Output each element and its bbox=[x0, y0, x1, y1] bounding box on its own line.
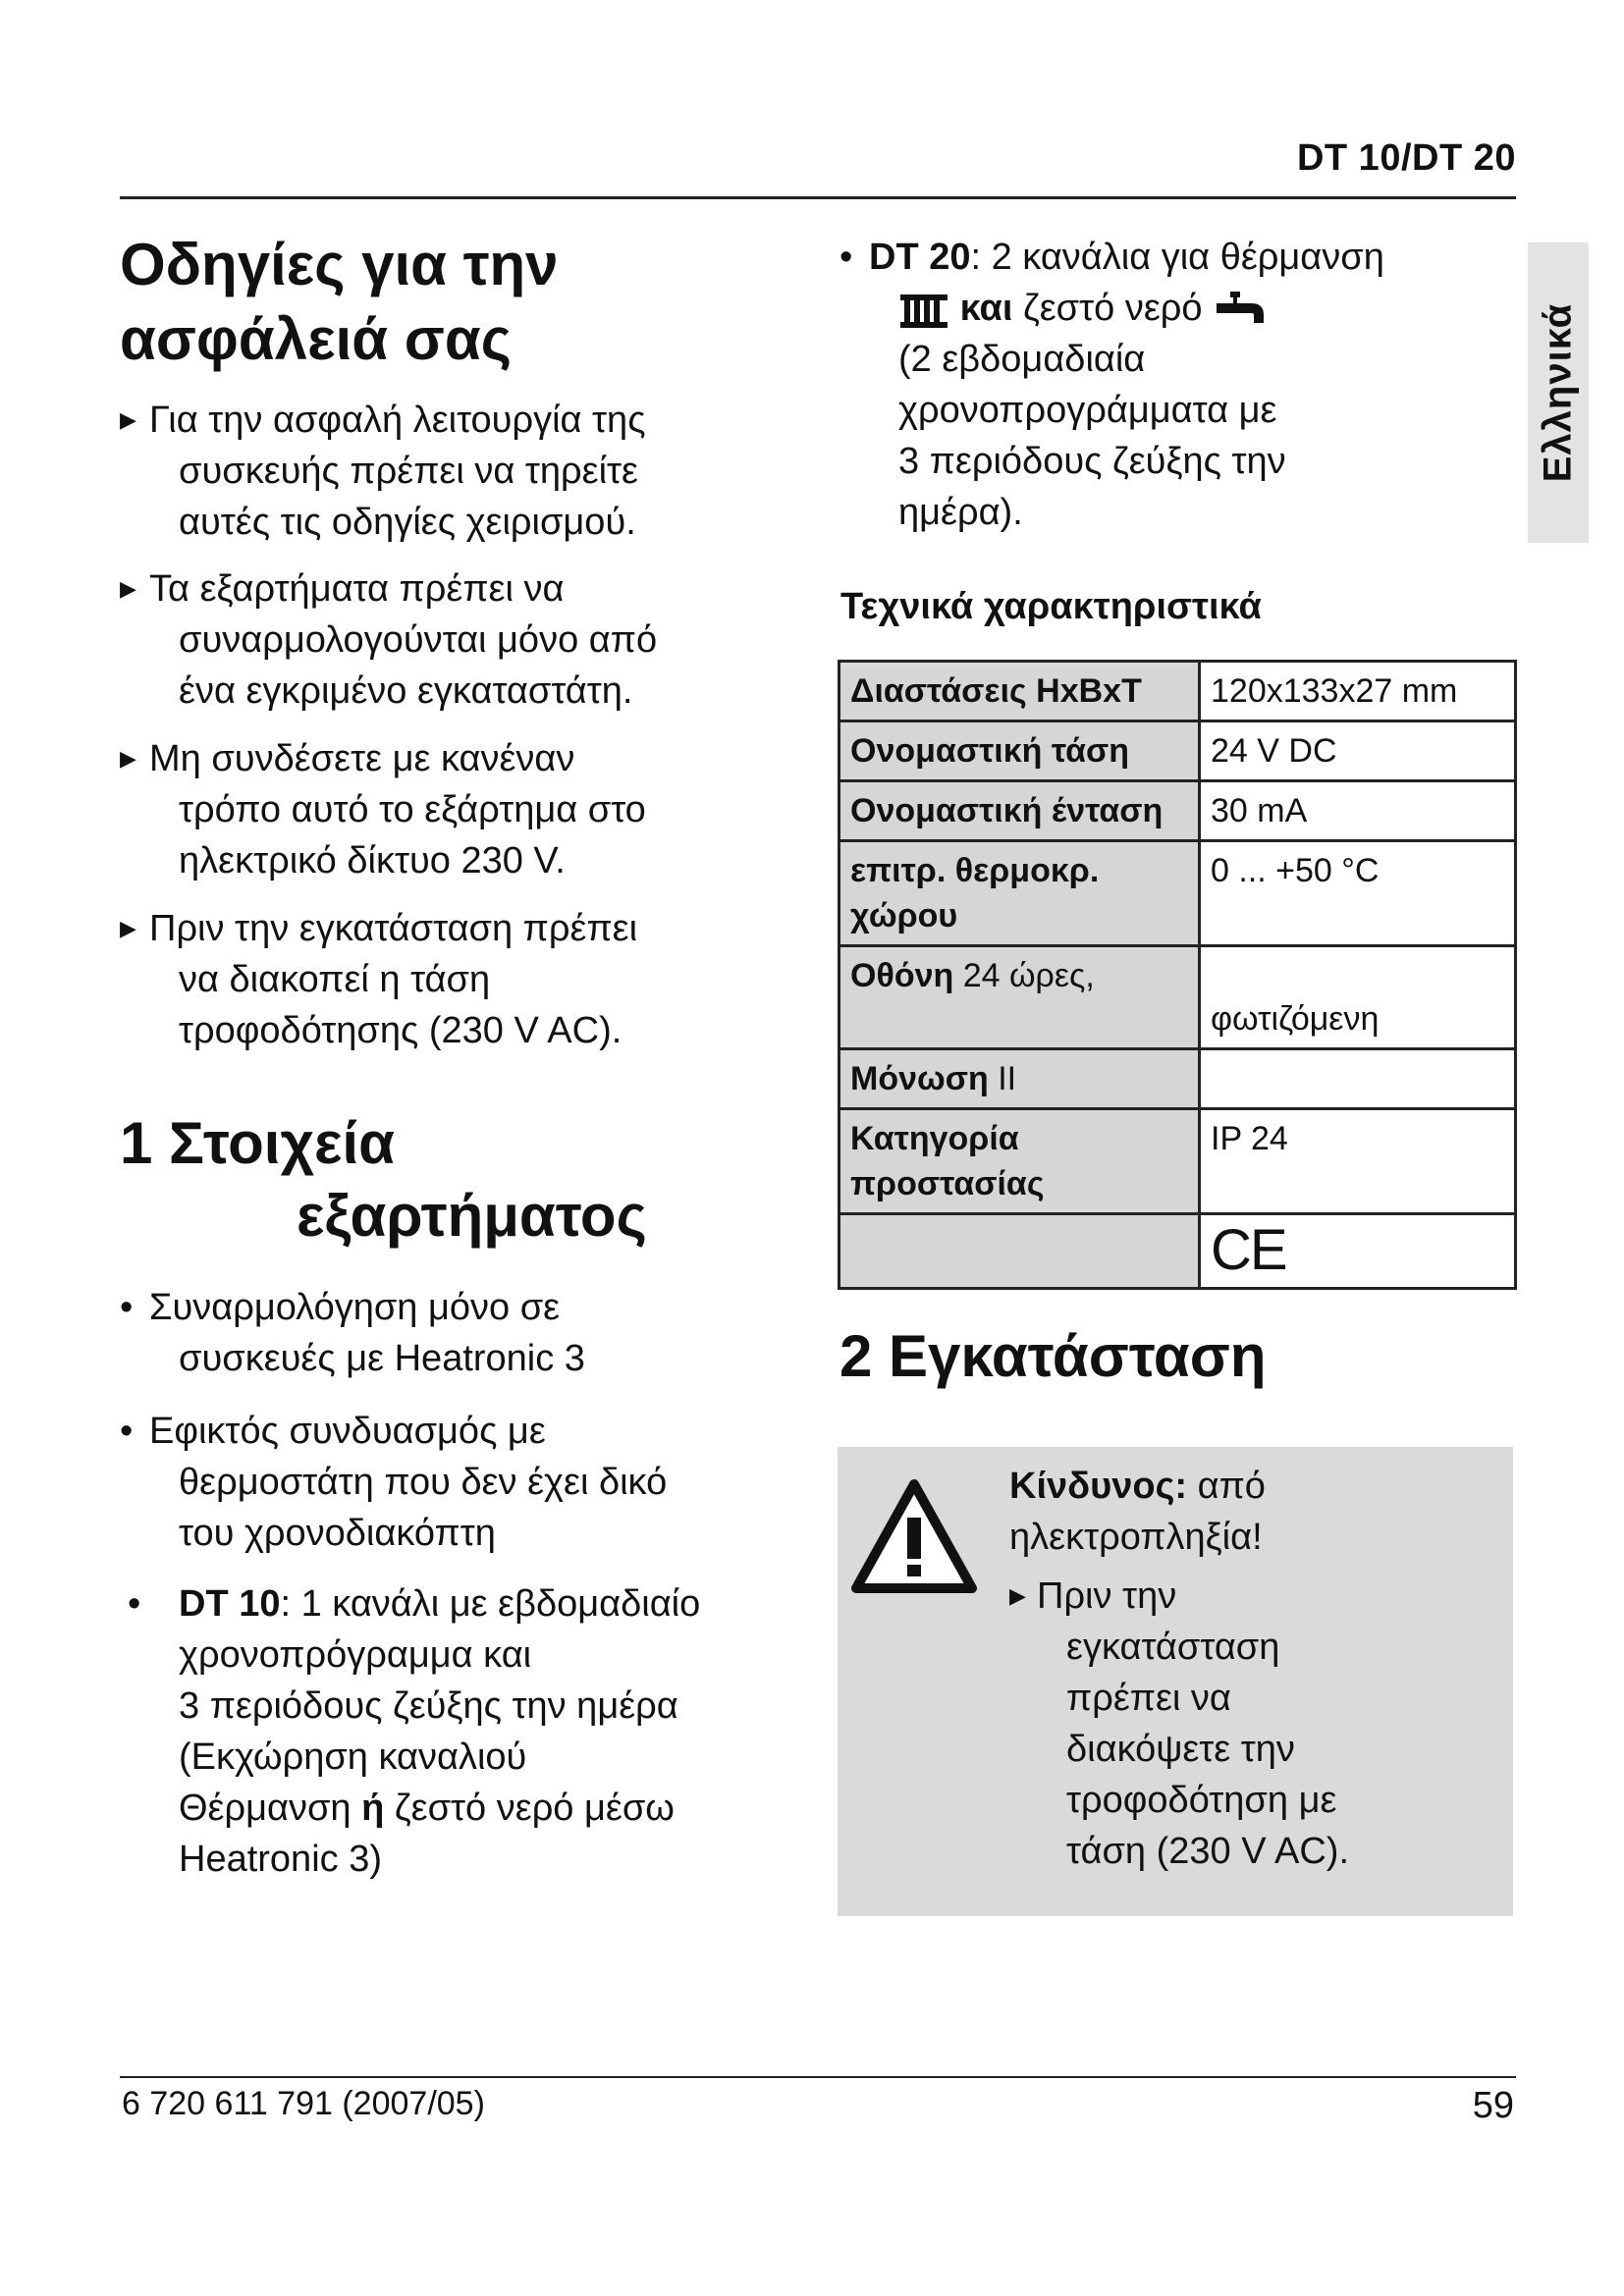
component-bullet: • Συναρμολόγηση μόνο σε συσκευές με Heatronic 3 bbox=[120, 1287, 585, 1379]
language-tab-label: Ελληνικά bbox=[1536, 302, 1580, 483]
table-row bbox=[839, 662, 1516, 721]
warning-triangle-icon bbox=[850, 1478, 978, 1596]
spec-label: Κατηγορία προστασίας bbox=[839, 1109, 1200, 1214]
spec-label: Διαστάσεις HxBxT bbox=[839, 662, 1200, 721]
spec-value: 0 ... +50 °C bbox=[1200, 841, 1516, 946]
table-row bbox=[839, 721, 1516, 781]
triangle-bullet-icon: ▶ bbox=[120, 407, 136, 432]
specs-table bbox=[838, 660, 1517, 1290]
spec-label: Ονομαστική ένταση bbox=[839, 781, 1200, 841]
triangle-bullet-icon: ▶ bbox=[1009, 1583, 1026, 1608]
spec-value: IP 24 bbox=[1200, 1109, 1516, 1214]
document-number: 6 720 611 791 (2007/05) bbox=[122, 2085, 485, 2122]
header-rule bbox=[120, 196, 1516, 199]
safety-item: ▶ Πριν την εγκατάσταση πρέπει να διακοπεί η τάση τροφοδότησης (230 V AC). bbox=[120, 903, 807, 1056]
ce-mark: CE bbox=[1211, 1218, 1286, 1282]
spec-value: 24 V DC bbox=[1200, 721, 1516, 781]
table-row bbox=[839, 946, 1516, 1049]
safety-title: Οδηγίες για την ασφάλειά σας bbox=[120, 232, 559, 372]
spec-label: επιτρ. θερμοκρ. χώρου bbox=[839, 841, 1200, 946]
dt20-label: DT 20 bbox=[869, 237, 971, 278]
spec-value: φωτιζόμενη bbox=[1200, 946, 1516, 1049]
table-row bbox=[839, 1214, 1516, 1289]
safety-item: ▶ Τα εξαρτήματα πρέπει να συναρμολογούνται μόνο από ένα εγκριμένο εγκαταστάτη. bbox=[120, 563, 807, 717]
triangle-bullet-icon: ▶ bbox=[120, 576, 136, 601]
dt20-description: • DT 20: 2 κανάλια για θέρμανση και ζεστό νερό (2 εβδομαδιαία χρονοπρογράμματα με 3 περιόδους ζεύξης την ημέρα). bbox=[839, 237, 1384, 533]
safety-item: ▶ Για την ασφαλή λειτουργία της συσκευής πρέπει να τηρείτε αυτές τις οδηγίες χειρισμού. bbox=[120, 395, 807, 548]
table-row bbox=[839, 1109, 1516, 1214]
language-side-tab bbox=[1528, 242, 1589, 543]
spec-label: Ονομαστική τάση bbox=[839, 721, 1200, 781]
section2-title: 2 Εγκατάσταση bbox=[839, 1323, 1267, 1389]
section1-title: 1 Στοιχεία εξαρτήματος bbox=[120, 1110, 647, 1249]
danger-step: ▶ Πριν την εγκατάσταση πρέπει να διακόψετε την τροφοδότηση με τάση (230 V AC). bbox=[1009, 1571, 1500, 1877]
danger-text: Κίνδυνος: από ηλεκτροπληξία! ▶ Πριν την εγκατάσταση πρέπει να διακόψετε την τροφοδότηση με τάση (230 V AC). bbox=[1009, 1461, 1500, 1877]
spec-label: Οθόνη 24 ώρες, bbox=[839, 946, 1200, 1049]
specs-title: Τεχνικά χαρακτηριστικά bbox=[840, 586, 1262, 627]
table-row bbox=[839, 781, 1516, 841]
page-number: 59 bbox=[1472, 2085, 1514, 2126]
radiator-icon bbox=[898, 291, 949, 330]
document-model-header: DT 10/DT 20 bbox=[1296, 137, 1516, 179]
spec-value: 30 mA bbox=[1200, 781, 1516, 841]
spec-value bbox=[1200, 1049, 1516, 1109]
triangle-bullet-icon: ▶ bbox=[120, 916, 136, 940]
table-row bbox=[839, 841, 1516, 946]
hot-water-tap-icon bbox=[1213, 290, 1268, 331]
spec-value: 120x133x27 mm bbox=[1200, 662, 1516, 721]
table-row bbox=[839, 1049, 1516, 1109]
component-bullet: • Εφικτός συνδυασμός με θερμοστάτη που δεν έχει δικό του χρονοδιακόπτη bbox=[120, 1411, 668, 1554]
spec-label: Μόνωση II bbox=[839, 1049, 1200, 1109]
dt10-description: • DT 10: 1 κανάλι με εβδομαδιαίο χρονοπρόγραμμα και 3 περιόδους ζεύξης την ημέρα (Εκχώρηση καναλιού Θέρμανση ή ζεστό νερό μέσω Heatronic 3) bbox=[128, 1583, 701, 1880]
dt10-label: DT 10 bbox=[179, 1583, 281, 1625]
safety-item: ▶ Μη συνδέσετε με κανέναν τρόπο αυτό το εξάρτημα στο ηλεκτρικό δίκτυο 230 V. bbox=[120, 733, 807, 886]
triangle-bullet-icon: ▶ bbox=[120, 746, 136, 771]
footer-rule bbox=[120, 2076, 1516, 2078]
